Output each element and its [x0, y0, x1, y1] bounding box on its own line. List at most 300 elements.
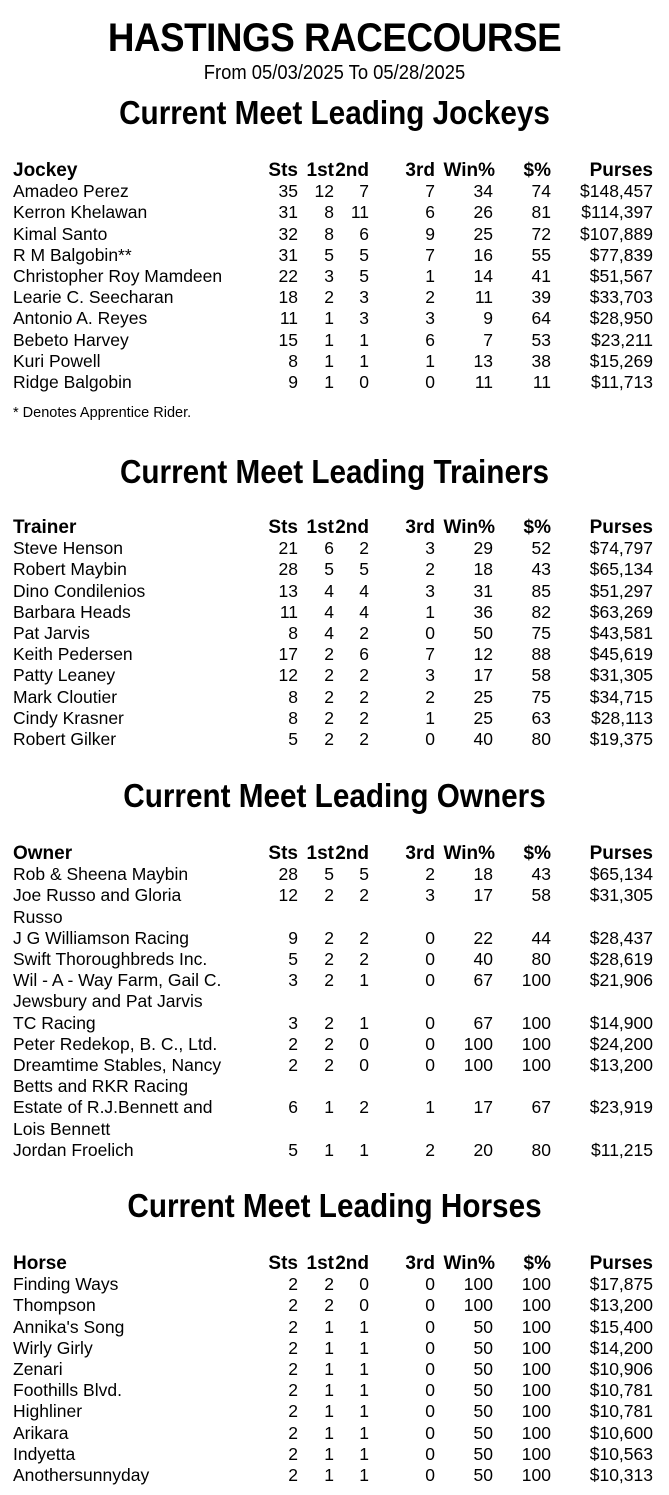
stat-sts: 3 [288, 970, 298, 991]
stat-third: 3 [425, 665, 435, 686]
stat-purses: $13,200 [589, 1295, 653, 1316]
stat-sts: 6 [288, 1097, 298, 1118]
section-heading: Current Meet Leading Trainers [119, 453, 550, 490]
stat-win: 50 [473, 1358, 493, 1379]
stat-sts: 35 [278, 181, 298, 202]
entry-name: Patty Leaney [13, 665, 116, 686]
stat-second: 0 [359, 1274, 369, 1295]
stat-win: 13 [473, 350, 493, 371]
stat-first: 1 [324, 329, 334, 350]
entry-name: Kimal Santo [13, 223, 108, 244]
stat-purses: $34,715 [589, 686, 653, 707]
stat-second: 5 [359, 244, 369, 265]
table-row [13, 602, 656, 623]
table-header-row [13, 160, 656, 181]
entry-name: Highliner [13, 1401, 83, 1422]
stat-pct: 58 [531, 665, 551, 686]
entry-name: J G Williamson Racing [13, 927, 190, 948]
stat-win: 50 [473, 622, 493, 643]
stat-sts: 21 [278, 538, 298, 559]
stat-first: 2 [324, 287, 334, 308]
stat-first: 1 [324, 350, 334, 371]
entry-name: Estate of R.J.Bennett and Lois Bennett [13, 1097, 213, 1139]
column-header: Purses [589, 160, 653, 181]
column-header: 2nd [335, 160, 369, 181]
table-row [13, 372, 656, 393]
table-row [13, 1423, 656, 1444]
stat-pct: 88 [531, 644, 551, 665]
stat-sts: 32 [278, 223, 298, 244]
table-header-row [13, 517, 656, 538]
stat-first: 8 [324, 223, 334, 244]
stat-purses: $15,269 [589, 350, 653, 371]
section-heading: Current Meet Leading Horses [127, 1187, 542, 1224]
stat-purses: $45,619 [589, 644, 653, 665]
stat-win: 17 [473, 885, 493, 906]
stat-third: 6 [425, 202, 435, 223]
stat-win: 11 [474, 371, 493, 392]
stat-third: 7 [425, 244, 435, 265]
column-header: Horse [13, 1253, 67, 1274]
entry-name: Rob & Sheena Maybin [13, 864, 189, 885]
stat-pct: 100 [521, 1401, 551, 1422]
entry-name: Zenari [13, 1358, 63, 1379]
column-header: Trainer [13, 517, 77, 538]
stat-second: 1 [359, 329, 369, 350]
stat-purses: $51,567 [589, 265, 653, 286]
entry-name: Wirly Girly [13, 1337, 93, 1358]
column-header: $% [523, 843, 551, 864]
stat-second: 2 [359, 686, 369, 707]
stat-second: 1 [359, 1316, 369, 1337]
table-row [13, 181, 656, 202]
stat-sts: 31 [278, 202, 298, 223]
table-row [13, 1444, 656, 1465]
stat-second: 0 [359, 1295, 369, 1316]
stat-purses: $107,889 [580, 223, 653, 244]
stat-purses: $74,797 [589, 538, 653, 559]
stat-third: 0 [425, 1401, 435, 1422]
stat-second: 2 [359, 622, 369, 643]
stat-win: 50 [473, 1316, 493, 1337]
stat-win: 29 [473, 538, 493, 559]
entry-name: Mark Cloutier [13, 686, 118, 707]
stat-second: 4 [359, 580, 369, 601]
entry-name: Christopher Roy Mamdeen [13, 265, 223, 286]
table-row [13, 729, 656, 750]
stat-sts: 3 [288, 1012, 298, 1033]
stat-third: 1 [425, 707, 435, 728]
stat-purses: $148,457 [580, 181, 653, 202]
table-row [13, 1465, 656, 1486]
stat-third: 6 [425, 329, 435, 350]
stat-first: 3 [324, 265, 334, 286]
table-row [13, 202, 656, 223]
column-header: $% [523, 1253, 551, 1274]
table-header-row [13, 843, 656, 864]
stat-third: 0 [425, 1380, 435, 1401]
column-header: 1st [306, 160, 334, 181]
stat-third: 2 [425, 559, 435, 580]
stat-win: 18 [473, 864, 493, 885]
stat-purses: $28,113 [591, 707, 653, 728]
entry-name: Foothills Blvd. [13, 1380, 122, 1401]
stat-sts: 2 [288, 1464, 298, 1485]
entry-name: Keith Pedersen [13, 644, 133, 665]
stat-sts: 2 [288, 1358, 298, 1379]
stat-first: 2 [324, 728, 334, 749]
stat-pct: 75 [531, 686, 551, 707]
stat-purses: $10,313 [589, 1464, 653, 1485]
stat-purses: $28,437 [589, 927, 653, 948]
stat-win: 17 [473, 1097, 493, 1118]
stat-purses: $21,906 [589, 970, 653, 991]
stat-sts: 31 [278, 244, 298, 265]
stat-pct: 100 [521, 1337, 551, 1358]
stat-first: 5 [324, 864, 334, 885]
stat-second: 0 [359, 1033, 369, 1054]
stat-win: 40 [473, 728, 493, 749]
stat-first: 1 [324, 1358, 334, 1379]
table-row [13, 623, 656, 644]
stat-purses: $15,400 [589, 1316, 653, 1337]
stat-purses: $77,839 [589, 244, 653, 265]
stat-sts: 8 [288, 350, 298, 371]
stat-pct: 100 [521, 1422, 551, 1443]
stat-third: 9 [425, 223, 435, 244]
stat-second: 5 [359, 864, 369, 885]
stat-third: 7 [425, 644, 435, 665]
stat-first: 2 [324, 970, 334, 991]
stat-first: 4 [324, 622, 334, 643]
stat-pct: 100 [521, 1316, 551, 1337]
entry-name: Robert Maybin [13, 559, 127, 580]
table-row [13, 1055, 656, 1097]
stat-sts: 5 [288, 728, 298, 749]
stat-second: 3 [359, 287, 369, 308]
stat-win: 50 [473, 1443, 493, 1464]
column-header: 1st [306, 1253, 334, 1274]
stat-second: 2 [359, 707, 369, 728]
stat-win: 100 [463, 1274, 493, 1295]
stat-second: 4 [359, 601, 369, 622]
stat-third: 0 [425, 1443, 435, 1464]
stat-second: 7 [359, 181, 369, 202]
stat-sts: 12 [278, 665, 298, 686]
table-row [13, 224, 656, 245]
entry-name: Swift Thoroughbreds Inc. [13, 948, 208, 969]
column-header: $% [523, 517, 551, 538]
stat-sts: 9 [288, 371, 298, 392]
stat-purses: $31,305 [589, 665, 653, 686]
stat-second: 11 [350, 202, 369, 223]
stat-second: 2 [359, 665, 369, 686]
entry-name: Learie C. Seecharan [13, 287, 174, 308]
table-row [13, 1140, 656, 1161]
stat-third: 0 [425, 1033, 435, 1054]
table-row [13, 1274, 656, 1295]
entry-name: Anothersunnyday [13, 1464, 150, 1485]
section-heading: Current Meet Leading Owners [123, 777, 546, 814]
standings-table [13, 160, 656, 393]
stat-third: 1 [425, 265, 435, 286]
table-row [13, 330, 656, 351]
stat-first: 2 [324, 948, 334, 969]
stat-sts: 28 [278, 864, 298, 885]
stat-purses: $65,134 [589, 864, 653, 885]
column-header: Sts [268, 160, 298, 181]
stat-first: 1 [324, 1097, 334, 1118]
stat-sts: 8 [288, 622, 298, 643]
stat-pct: 63 [531, 707, 551, 728]
stat-pct: 44 [531, 927, 551, 948]
entry-name: Dreamtime Stables, Nancy Betts and RKR Racing [13, 1054, 222, 1097]
stat-win: 25 [473, 707, 493, 728]
stat-second: 2 [359, 538, 369, 559]
stat-sts: 2 [288, 1380, 298, 1401]
table-row [13, 665, 656, 686]
stat-sts: 15 [278, 329, 298, 350]
stat-third: 0 [425, 1274, 435, 1295]
table-row [13, 708, 656, 729]
table-row [13, 266, 656, 287]
stat-purses: $10,600 [589, 1422, 653, 1443]
column-header: 3rd [405, 517, 435, 538]
entry-name: Steve Henson [13, 538, 123, 559]
stat-first: 1 [324, 1316, 334, 1337]
table-row [13, 308, 656, 329]
stat-pct: 100 [521, 1054, 551, 1075]
stat-second: 1 [359, 1380, 369, 1401]
stat-first: 1 [324, 1401, 334, 1422]
stat-first: 1 [324, 1422, 334, 1443]
stat-win: 16 [473, 244, 493, 265]
stat-win: 50 [473, 1380, 493, 1401]
stat-pct: 72 [531, 223, 551, 244]
stat-third: 0 [425, 1464, 435, 1485]
stat-win: 40 [473, 948, 493, 969]
stat-sts: 2 [288, 1443, 298, 1464]
stat-purses: $23,211 [591, 329, 653, 350]
stat-pct: 52 [531, 538, 551, 559]
entry-name: Arikara [13, 1422, 69, 1443]
stat-pct: 80 [531, 948, 551, 969]
date-range: From 05/03/2025 To 05/28/2025 [203, 62, 466, 84]
stat-second: 0 [359, 1054, 369, 1075]
stat-pct: 100 [521, 1358, 551, 1379]
stat-pct: 80 [531, 1139, 551, 1160]
section-heading: Current Meet Leading Jockeys [119, 94, 550, 131]
stat-third: 3 [425, 885, 435, 906]
entry-name: Barbara Heads [13, 601, 131, 622]
stat-win: 7 [483, 329, 493, 350]
stat-first: 12 [314, 181, 334, 202]
stat-second: 2 [359, 948, 369, 969]
stat-second: 1 [359, 1337, 369, 1358]
stat-third: 0 [425, 1337, 435, 1358]
table-row [13, 581, 656, 602]
stat-win: 34 [473, 181, 493, 202]
stat-third: 2 [425, 1139, 435, 1160]
stat-first: 2 [324, 1274, 334, 1295]
table-row [13, 644, 656, 665]
stat-sts: 12 [278, 885, 298, 906]
stat-win: 31 [473, 580, 493, 601]
stat-pct: 43 [531, 559, 551, 580]
stat-sts: 8 [288, 686, 298, 707]
stat-purses: $33,703 [589, 287, 653, 308]
stat-purses: $114,397 [581, 202, 653, 223]
entry-name: Antonio A. Reyes [13, 308, 148, 329]
column-header: 2nd [335, 1253, 369, 1274]
stat-purses: $10,563 [589, 1443, 653, 1464]
table-row [13, 1295, 656, 1316]
stat-pct: 82 [531, 601, 551, 622]
entry-name: Dino Condilenios [13, 580, 146, 601]
stat-pct: 100 [521, 1274, 551, 1295]
column-header: Win% [443, 1253, 495, 1274]
stat-second: 1 [359, 350, 369, 371]
column-header: Sts [268, 1253, 298, 1274]
entry-name: Finding Ways [13, 1274, 119, 1295]
stat-third: 0 [425, 1054, 435, 1075]
stat-win: 100 [463, 1033, 493, 1054]
table-row [13, 1317, 656, 1338]
stat-win: 17 [473, 665, 493, 686]
stat-sts: 2 [288, 1401, 298, 1422]
stat-third: 7 [425, 181, 435, 202]
column-header: Win% [443, 843, 495, 864]
standings-table [13, 1253, 656, 1486]
stat-win: 25 [473, 223, 493, 244]
stat-sts: 9 [288, 927, 298, 948]
stat-second: 1 [359, 1139, 369, 1160]
stat-second: 1 [359, 1443, 369, 1464]
stat-sts: 13 [278, 580, 298, 601]
stat-purses: $65,134 [589, 559, 653, 580]
stat-first: 2 [324, 644, 334, 665]
stat-purses: $11,215 [591, 1139, 653, 1160]
stat-second: 6 [359, 223, 369, 244]
column-header: 1st [306, 843, 334, 864]
stat-pct: 39 [531, 287, 551, 308]
stat-first: 4 [324, 580, 334, 601]
stat-first: 1 [324, 1139, 334, 1160]
table-row [13, 1097, 656, 1139]
stat-sts: 18 [278, 287, 298, 308]
entry-name: Pat Jarvis [13, 622, 90, 643]
stat-third: 0 [425, 1358, 435, 1379]
footnote: * Denotes Apprentice Rider. [13, 405, 192, 421]
stat-second: 2 [359, 1097, 369, 1118]
stat-third: 0 [425, 970, 435, 991]
stat-pct: 100 [521, 1380, 551, 1401]
stat-third: 0 [425, 1422, 435, 1443]
table-row [13, 1380, 656, 1401]
stat-second: 2 [359, 927, 369, 948]
page-title: HASTINGS RACECOURSE [107, 16, 562, 60]
column-header: 1st [306, 517, 334, 538]
stat-pct: 74 [531, 181, 551, 202]
stat-purses: $14,200 [589, 1337, 653, 1358]
table-row [13, 559, 656, 580]
stat-pct: 67 [531, 1097, 551, 1118]
stat-first: 2 [324, 1012, 334, 1033]
stat-third: 0 [425, 371, 435, 392]
stat-win: 9 [483, 308, 493, 329]
column-header: Purses [589, 843, 653, 864]
stat-purses: $51,297 [589, 580, 653, 601]
entry-name: Bebeto Harvey [13, 329, 129, 350]
column-header: Purses [589, 517, 653, 538]
stat-sts: 2 [288, 1316, 298, 1337]
column-header: $% [523, 160, 551, 181]
entry-name: Robert Gilker [13, 728, 117, 749]
table-row [13, 245, 656, 266]
standings-table [13, 843, 656, 1161]
stat-win: 22 [473, 927, 493, 948]
column-header: Win% [443, 517, 495, 538]
stat-purses: $19,375 [589, 728, 653, 749]
stat-first: 2 [324, 707, 334, 728]
stat-sts: 2 [288, 1274, 298, 1295]
stat-second: 3 [359, 308, 369, 329]
entry-name: Kerron Khelawan [13, 202, 148, 223]
stat-first: 1 [324, 1443, 334, 1464]
stat-second: 1 [359, 1422, 369, 1443]
stat-win: 50 [473, 1422, 493, 1443]
stat-second: 6 [359, 644, 369, 665]
stat-first: 2 [324, 1054, 334, 1075]
stat-sts: 17 [278, 644, 298, 665]
stat-pct: 100 [521, 1033, 551, 1054]
stat-third: 1 [425, 601, 435, 622]
stat-purses: $28,950 [589, 308, 653, 329]
stat-second: 2 [359, 885, 369, 906]
entry-name: Joe Russo and Gloria Russo [13, 885, 182, 927]
stat-third: 0 [425, 622, 435, 643]
entry-name: TC Racing [13, 1012, 96, 1033]
table-row [13, 538, 656, 559]
stat-win: 100 [463, 1054, 493, 1075]
stat-purses: $28,619 [589, 948, 653, 969]
stat-win: 67 [473, 1012, 493, 1033]
table-row [13, 1034, 656, 1055]
entry-name: Thompson [13, 1295, 96, 1316]
stat-first: 1 [324, 1380, 334, 1401]
table-row [13, 687, 656, 708]
stat-second: 1 [359, 970, 369, 991]
entry-name: Jordan Froelich [13, 1139, 134, 1160]
stat-purses: $43,581 [589, 622, 653, 643]
stat-third: 0 [425, 1295, 435, 1316]
stat-sts: 2 [288, 1033, 298, 1054]
standings-table [13, 517, 656, 750]
entry-name: Wil - A - Way Farm, Gail C. Jewsbury and Pat Jarvis [13, 970, 222, 1012]
stat-first: 2 [324, 686, 334, 707]
stat-first: 4 [324, 601, 334, 622]
stat-first: 5 [324, 559, 334, 580]
stat-sts: 5 [288, 1139, 298, 1160]
stat-third: 0 [425, 948, 435, 969]
stat-third: 0 [425, 1012, 435, 1033]
stat-pct: 75 [531, 622, 551, 643]
stat-third: 0 [425, 1316, 435, 1337]
stat-first: 2 [324, 927, 334, 948]
table-row [13, 970, 656, 1012]
stat-first: 1 [324, 1464, 334, 1485]
entry-name: Amadeo Perez [13, 181, 129, 202]
